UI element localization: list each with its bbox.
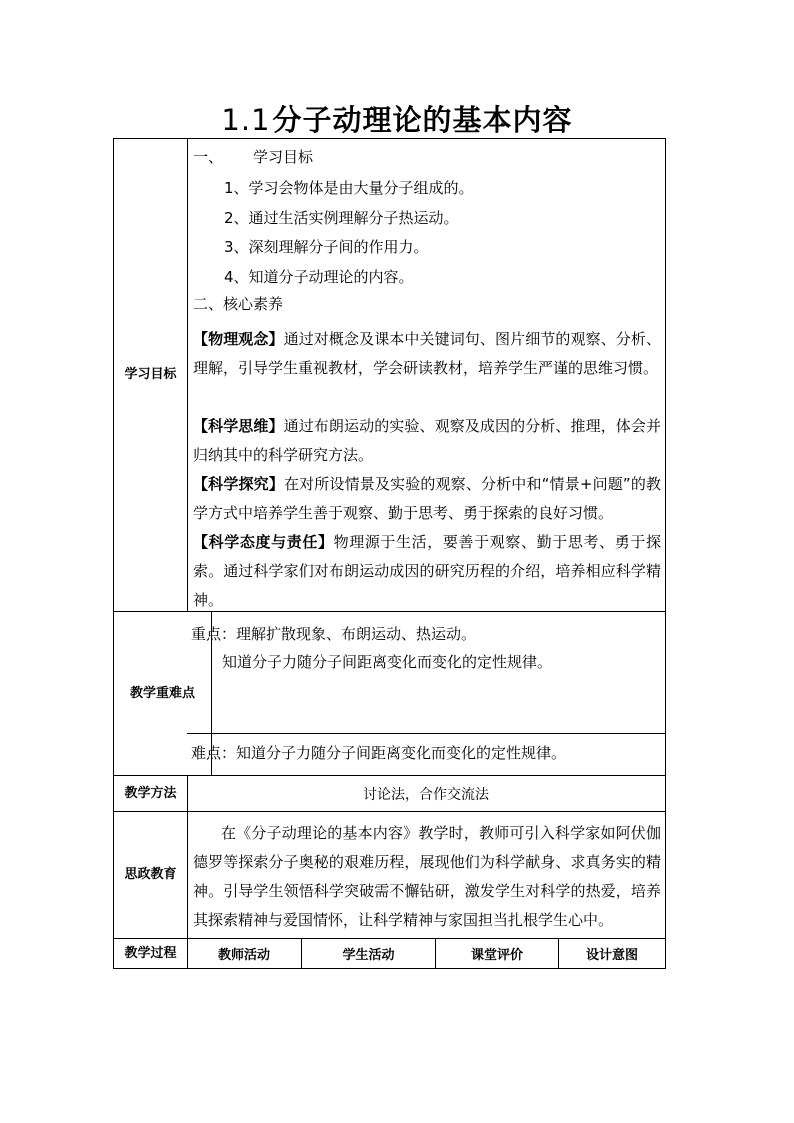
objectives-row [113,138,666,612]
key-points-content [187,612,665,775]
focus-line: 知道分子力随分子间距离变化而变化的定性规律。 [222,653,553,671]
literacy-text: 物理源于生活，要善于观察、勤于思考、勇于探索。通过科学家们对布朗运动成因的研究历程的介绍，培养相应科学精神。 [193,533,661,609]
objective-item: 4、知道分子动理论的内容。 [224,268,414,286]
objective-item: 3、深刻理解分子间的作用力。 [224,238,429,256]
literacy-text: 通过布朗运动的实验、观察及成因的分析、推理，体会并归纳其中的科学研究方法。 [193,417,661,464]
heading1-text: 学习目标 [253,148,314,166]
objectives-heading-2: 二、核心素养 [193,295,284,313]
column-header: 设计意图 [585,948,638,963]
literacy-text: 在对所设情景及实验的观察、分析中和“情景+问题”的教学方式中培养学生善于观察、勤于思考、勇于探索的良好习惯。 [193,475,661,522]
heading1-number: 一、 [193,148,224,166]
ideology-row [113,811,666,939]
column-header: 教师活动 [217,948,270,963]
literacy-paragraph [193,470,661,528]
difficulty-line: 难点：知道分子力随分子间距离变化而变化的定性规律。 [191,744,567,762]
objectives-heading-1 [193,148,313,166]
key-points-row [113,611,666,776]
divider [187,733,665,734]
process-label: 教学过程 [114,939,188,968]
literacy-tag: 【科学思维】 [193,417,284,435]
objective-item: 2、通过生活实例理解分子热运动。 [224,209,459,227]
objectives-content [187,139,665,611]
title-text: 分子动理论的基本内容 [272,103,573,137]
objective-item: 1、学习会物体是由大量分子组成的。 [224,179,474,197]
focus-line: 重点：理解扩散现象、布朗运动、热运动。 [191,625,477,643]
ideology-text: 在《分子动理论的基本内容》教学时，教师可引入科学家如阿伏伽德罗等探索分子奥秘的艰难历程，展现他们为科学献身、求真务实的精神。引导学生领悟科学突破需不懈钻研，激发学生对科学的热爱，培养其探索精神与爱国情怀，让科学精神与家国担当扎根学生心中。 [193,824,661,929]
literacy-tag: 【物理观念】 [193,330,284,348]
literacy-text: 通过对概念及课本中关键词句、图片细节的观察、分析、理解，引导学生重视教材，学会研读教材，培养学生严谨的思维习惯。 [193,330,661,377]
ideology-content [187,812,665,938]
ideology-label: 思政教育 [114,812,188,938]
process-columns [187,939,665,968]
literacy-paragraph [193,412,661,470]
objectives-label: 学习目标 [114,139,188,611]
document-title [0,98,794,139]
literacy-tag: 【科学态度与责任】 [193,533,334,551]
column-header: 课堂评价 [470,948,523,963]
method-label: 教学方法 [114,776,188,811]
literacy-paragraph [193,325,661,383]
literacy-tag: 【科学探究】 [193,475,284,493]
key-points-label: 教学重难点 [114,612,212,775]
method-value: 讨论法，合作交流法 [363,786,489,803]
process-row [113,938,666,969]
column-header: 学生活动 [342,948,395,963]
literacy-paragraph [193,528,661,615]
title-number: 1.1 [221,103,271,137]
method-row [113,775,666,812]
